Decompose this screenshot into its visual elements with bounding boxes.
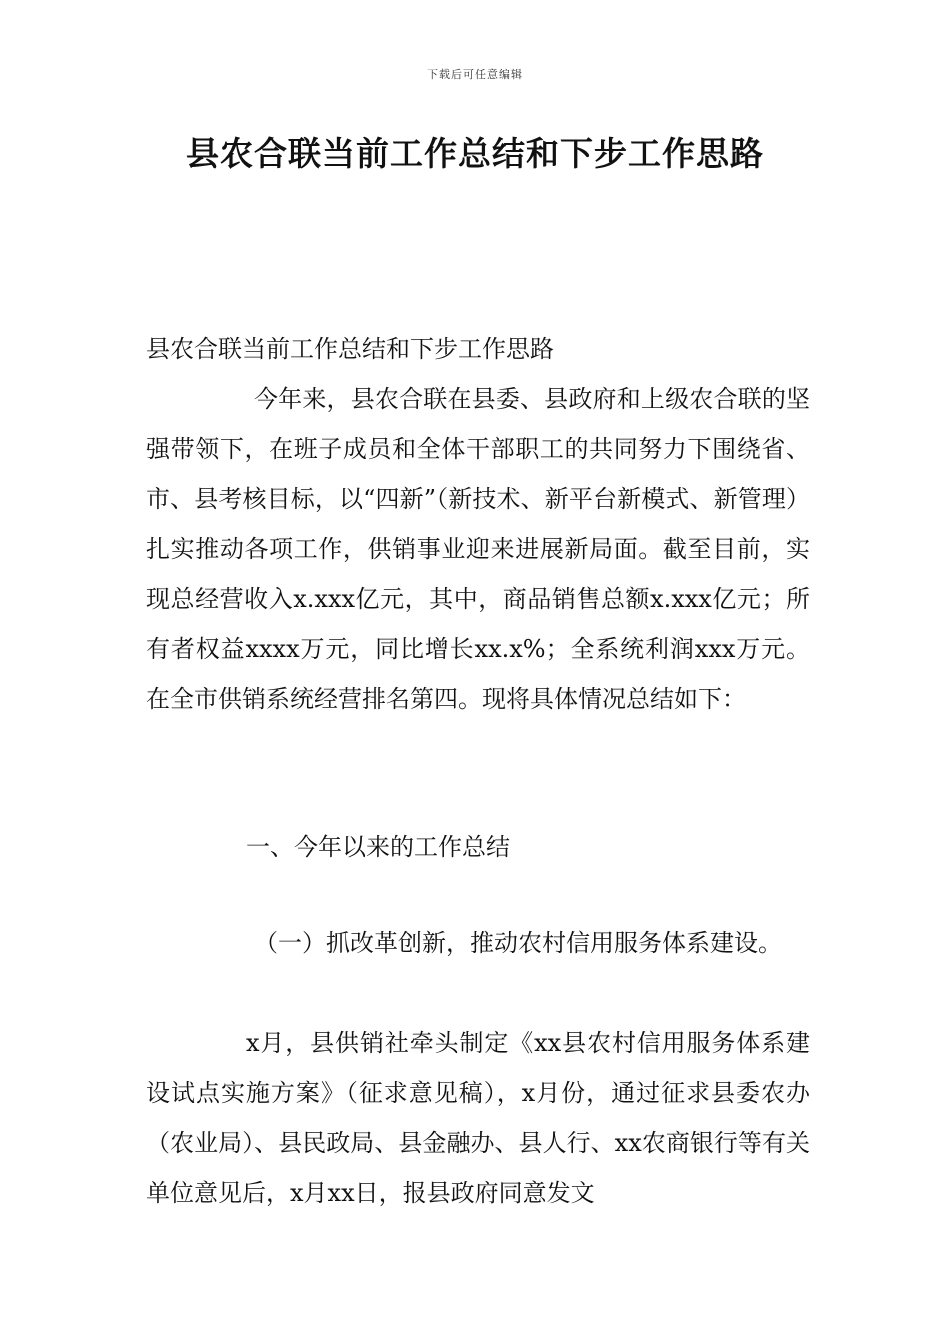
intro-paragraph: 今年来，县农合联在县委、县政府和上级农合联的坚强带领下，在班子成员和全体干部职工的共同努力下围绕省、市、县考核目标，以“四新”（新技术、新平台新模式、新管理）扎实推动各项工作，供销事业迎来进展新局面。截至目前，实现总经营收入x.xxx亿元，其中，商品销售总额x.xxx亿元；所有者权益xxxx万元，同比增长xx.x%；全系统利润xxx万元。在全市供销系统经营排名第四。现将具体情况总结如下：	[146, 385, 810, 713]
section-heading: 一、今年以来的工作总结	[246, 833, 510, 861]
document-title: 县农合联当前工作总结和下步工作思路	[186, 134, 764, 173]
header-note: 下载后可任意编辑	[427, 68, 523, 81]
section-paragraph: x月，县供销社牵头制定《xx县农村信用服务体系建设试点实施方案》（征求意见稿），x月份，通过征求县委农办（农业局）、县民政局、县金融办、县人行、xx农商银行等有关单位意见后，x月xx日，报县政府同意发文	[146, 1029, 810, 1207]
subsection-heading: （一）抓改革创新，推动农村信用服务体系建设。	[254, 929, 782, 957]
document-subtitle: 县农合联当前工作总结和下步工作思路	[146, 335, 554, 363]
